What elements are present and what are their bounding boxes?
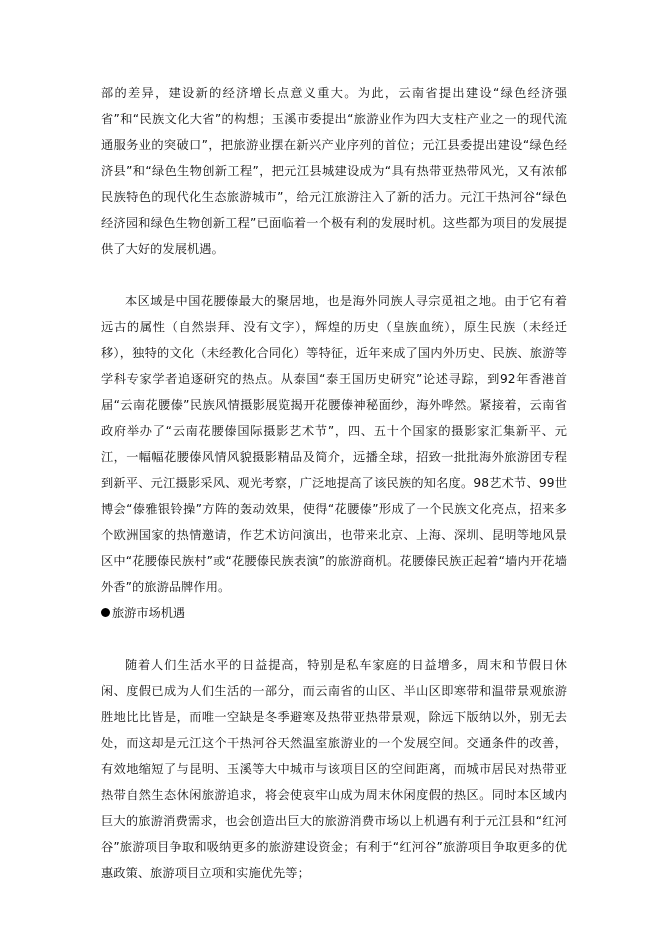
paragraph-economic-growth: 部的差异，建设新的经济增长点意义重大。为此，云南省提出建设“绿色经济强省”和“民族文化大省”的构想；玉溪市委提出“旅游业作为四大支柱产业之一的现代流通服务业的突破口”，把旅游业摆在新兴产业序列的首位；元江县委提出建设“绿色经济县”和“绿色生物创新工程”，把元江县城建设成为“具有热带亚热带风光，又有浓郁民族特色的现代化生态旅游城市”，给元江旅游注入了新的活力。元江干热河谷“绿色经济园和绿色生物创新工程”已面临着一个极有利的发展时机。这些都为项目的发展提供了大好的发展机遇。 [101, 86, 567, 256]
bullet-icon [101, 608, 110, 617]
section-heading-text: 旅游市场机遇 [112, 606, 186, 620]
paragraph-huayao-dai: 本区域是中国花腰傣最大的聚居地，也是海外同族人寻宗觅祖之地。由于它有着远古的属性（自然崇拜、没有文字），辉煌的历史（皇族血统），原生民族（未经迁移），独特的文化（未经教化合同化）等特征，近年来成了国内外历史、民族、旅游等学科专家学者追逐研究的热点。从泰国“泰王国历史研究”论述寻踪，到92年香港首届“云南花腰傣”民族风情摄影展览揭开花腰傣神秘面纱，海外哗然。紧接着，云南省政府举办了“云南花腰傣国际摄影艺术节”，四、五十个国家的摄影家汇集新平、元江，一幅幅花腰傣风情风貌摄影精品及简介，远播全球，招致一批批海外旅游团专程到新平、元江摄影采风、观光考察，广泛地提高了该民族的知名度。98艺术节、99世博会“傣雅银铃操”方阵的轰动效果，使得“花腰傣”形成了一个民族文化亮点，招来多个欧洲国家的热情邀请，作艺术访问演出，也带来北京、上海、深圳、昆明等地风景区中“花腰傣民族村”或“花腰傣民族表演”的旅游商机。花腰傣民族正起着“墙内开花墙外香”的旅游品牌作用。 [101, 294, 567, 594]
paragraph-tourism-market: 随着人们生活水平的日益提高，特别是私车家庭的日益增多，周末和节假日休闲、度假已成为人们生活的一部分，而云南省的山区、半山区即寒带和温带景观旅游胜地比比皆是，而唯一空缺是冬季避寒及热带亚热带景观，除远下版纳以外，别无去处，而这却是元江这个干热河谷天然温室旅游业的一个发展空间。交通条件的改善，有效地缩短了与昆明、玉溪等大中城市与该项目区的空间距离，而城市居民对热带亚热带自然生态休闲旅游追求，将会使哀牢山成为周末休闲度假的热区。同时本区域内巨大的旅游消费需求，也会创造出巨大的旅游消费市场以上机遇有利于元江县和“红河谷”旅游项目争取和吸纳更多的旅游建设资金；有利于“红河谷”旅游项目争取更多的优惠政策、旅游项目立项和实施优先等； [101, 658, 567, 880]
section-heading [101, 603, 185, 623]
